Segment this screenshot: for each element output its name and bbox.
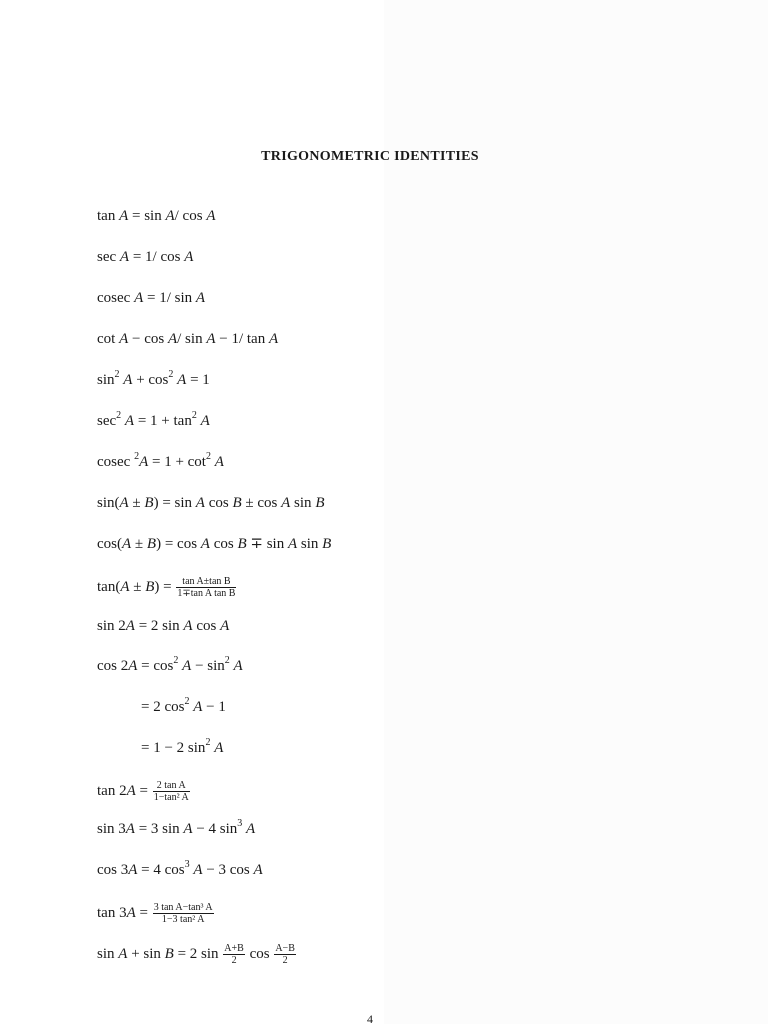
identity-sin-sum: sin(A ± B) = sin A cos B ± cos A sin B bbox=[97, 495, 325, 511]
identity-cos-double-alt1: = 2 $\cos^2 A - 1$ bbox=[141, 696, 226, 715]
page-number: 4 bbox=[367, 1012, 373, 1026]
fraction: $\frac{A-B}{2}$ bbox=[275, 943, 295, 966]
identity-sec-squared: $\sec^2 A = 1 + \tan^2 A$ bbox=[97, 410, 210, 429]
identity-sin-double: sin 2A = 2 sin A cos A bbox=[97, 618, 230, 634]
page-title: TRIGONOMETRIC IDENTITIES bbox=[261, 149, 479, 164]
identity-cosec: cosec A = 1/ sin A bbox=[97, 290, 206, 306]
fraction: $\frac{\text{2 tan A}}{\text{1−tan² A}}$ bbox=[153, 780, 189, 803]
identity-cot: cot A − cos A/ sin A − 1/ tan A bbox=[97, 331, 279, 347]
fraction: $\frac{A+B}{2}$ bbox=[224, 943, 244, 966]
identity-cos-triple: cos 3A = 4 $\cos^3 A - 3$ cos A bbox=[97, 859, 263, 878]
identity-cos-double-alt2: = 1 − 2 $\sin^2 A$ bbox=[141, 737, 224, 756]
identity-tan-triple: tan 3A = $\frac{\text{3 tan A−tan³ A}}{\text{1−3 tan² A}}$ bbox=[97, 902, 213, 925]
identity-cos-sum: cos(A ± B) = cos A cos B ∓ sin A sin B bbox=[97, 536, 332, 552]
identity-cosec-squared: cosec $^2A = 1 + \cot^2 A$ bbox=[97, 451, 224, 470]
identity-pythagorean: $\sin^2 A + \cos^2 A = 1$ bbox=[97, 369, 210, 388]
identity-cos-double: $\cos 2A = \cos^2 A - \sin^2 A$ bbox=[97, 655, 243, 674]
identity-tan-sum: tan(A ± B) = $\frac{\text{tan A±tan B}}{\text{1∓tan A tan B}}$ bbox=[97, 576, 236, 599]
fraction: $\frac{\text{tan A±tan B}}{\text{1∓tan A tan B}}$ bbox=[177, 576, 236, 599]
identity-sin-sum-to-product: sin A + sin B = 2 sin $\frac{A+B}{2}$ cos $\frac{A-B}{2}$ bbox=[97, 943, 295, 966]
identity-tan: tan A = sin A/ cos A bbox=[97, 208, 216, 224]
identity-tan-double: tan 2A = $\frac{\text{2 tan A}}{\text{1−tan² A}}$ bbox=[97, 780, 189, 803]
fraction: $\frac{\text{3 tan A−tan³ A}}{\text{1−3 tan² A}}$ bbox=[153, 902, 213, 925]
identity-sin-triple: sin 3A = 3 sin A − 4 $\sin^3 A$ bbox=[97, 818, 256, 837]
identity-sec: sec A = 1/ cos A bbox=[97, 249, 194, 265]
